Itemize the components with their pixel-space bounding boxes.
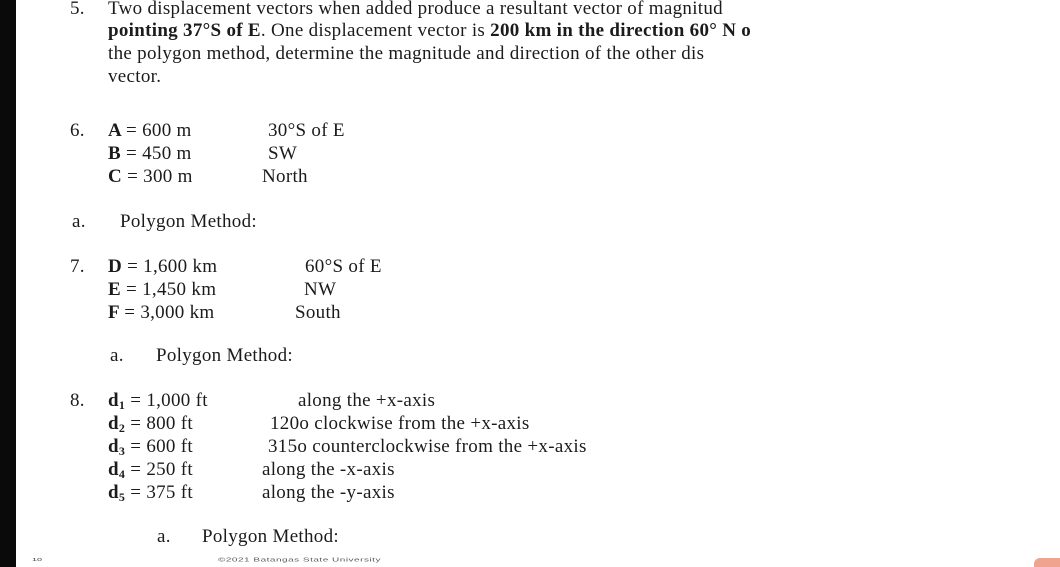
vector-direction: along the +x-axis: [298, 390, 436, 411]
vector-label: $d_4 = 250$ ft: [108, 459, 193, 481]
vector-direction: SW: [268, 143, 298, 164]
vector-direction: along the -y-axis: [262, 482, 395, 503]
problem-5-resultant-direction: pointing 37°S of E: [108, 20, 261, 41]
vector-direction: NW: [304, 279, 337, 300]
vector-label: $d_2 = 800$ ft: [108, 413, 193, 435]
vector-label: $d_1 = 1,000$ ft: [108, 390, 208, 412]
vector-direction: 120o clockwise from the +x-axis: [270, 413, 530, 434]
vector-label: $d_5 = 375$ ft: [108, 482, 193, 504]
vector-label: D = 1,600 km: [108, 256, 218, 277]
problem-7-polygon-method: Polygon Method:: [156, 345, 293, 366]
vector-direction: South: [295, 302, 341, 323]
problem-5-line-2: [108, 20, 751, 42]
problem-6-sub-label: a.: [72, 211, 86, 232]
vector-label: B = 450 m: [108, 143, 192, 164]
vector-direction: North: [262, 166, 308, 187]
vector-direction: 30°S of E: [268, 120, 345, 141]
problem-8-sub-label: a.: [157, 526, 171, 547]
problem-5-line-4: vector.: [108, 66, 162, 87]
footer-copyright: ©2021 Batangas State University: [218, 557, 381, 564]
vector-label: $d_3 = 600$ ft: [108, 436, 193, 458]
vector-label: F = 3,000 km: [108, 302, 215, 323]
left-edge-bar: [0, 0, 16, 567]
problem-5-line-1: Two displacement vectors when added produce a resultant vector of magnitud: [108, 0, 723, 19]
vector-label: E = 1,450 km: [108, 279, 217, 300]
vector-label: A = 600 m: [108, 120, 192, 141]
problem-7-sub-label: a.: [110, 345, 124, 366]
vector-direction: along the -x-axis: [262, 459, 395, 480]
problem-6-number: 6.: [70, 120, 85, 141]
problem-5-line-3: the polygon method, determine the magnitude and direction of the other dis: [108, 43, 705, 64]
page-number: 10: [32, 557, 43, 562]
problem-8-number: 8.: [70, 390, 85, 411]
problem-7-number: 7.: [70, 256, 85, 277]
vector-direction: 315o counterclockwise from the +x-axis: [268, 436, 587, 457]
problem-8-polygon-method: Polygon Method:: [202, 526, 339, 547]
vector-direction: 60°S of E: [305, 256, 382, 277]
corner-accent-shape: [1034, 558, 1060, 567]
problem-5-known-vector: 200 km in the direction 60° N o: [490, 20, 752, 41]
vector-label: C = 300 m: [108, 166, 193, 187]
problem-5-line-2-text: . One displacement vector is: [260, 20, 491, 41]
problem-6-polygon-method: Polygon Method:: [120, 211, 257, 232]
problem-5-number: 5.: [70, 0, 85, 19]
